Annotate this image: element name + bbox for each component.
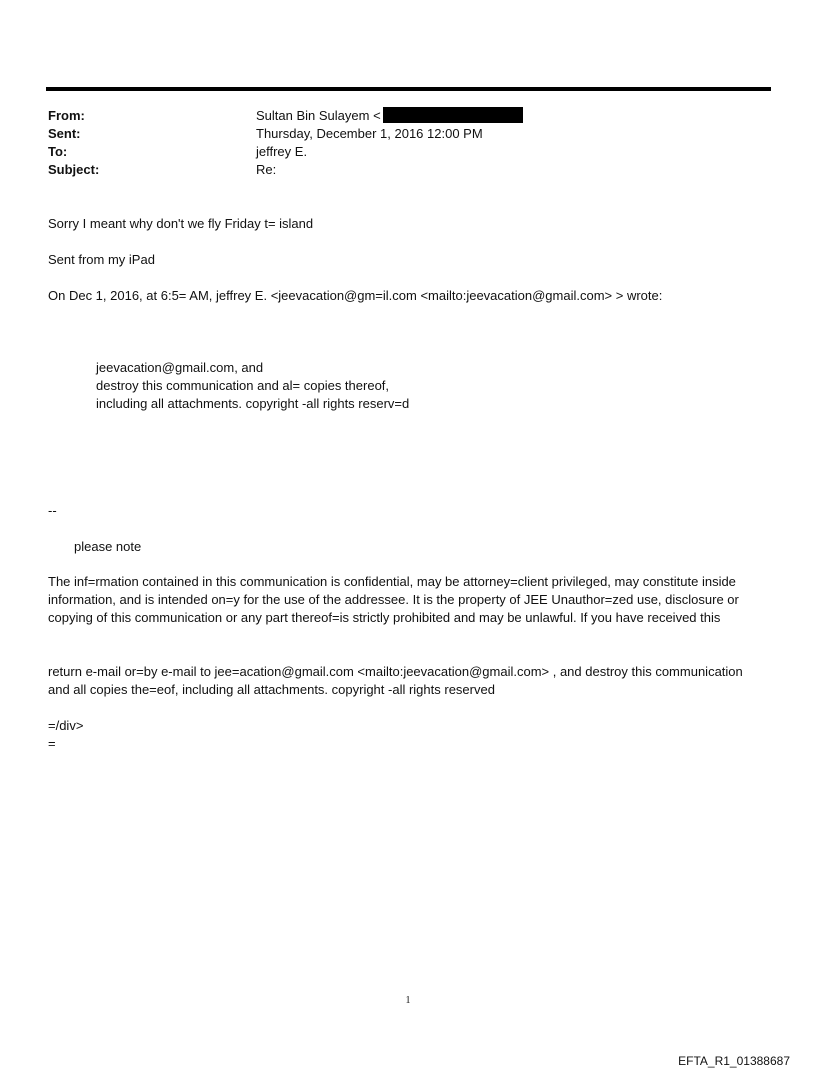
quoted-line-1: jeevacation@gmail.com, and (96, 360, 264, 375)
to-label: To: (48, 144, 68, 159)
to-value: jeffrey E. (256, 144, 308, 159)
bates-number: EFTA_R1_01388687 (678, 1054, 790, 1068)
quoted-line-2: destroy this communication and al= copies thereof, (96, 378, 390, 393)
header-rule (46, 87, 771, 91)
body-line-2: Sent from my iPad (48, 252, 155, 267)
subject-label: Subject: (48, 162, 100, 177)
from-name: Sultan Bin Sulayem < (256, 108, 381, 123)
return-paragraph: return e-mail or=by e-mail to jee=acation@gmail.com <mailto:jeevacation@gmail.com> , and destroy this communication and all copies the=eof, including all attachments. copyright -all rights reserved (48, 664, 743, 697)
please-note: please note (74, 539, 142, 554)
body-line-3: On Dec 1, 2016, at 6:5= AM, jeffrey E. <jeevacation@gm=il.com <mailto:jeevacation@gmail.com> > wrote: (48, 288, 663, 303)
subject-value: Re: (256, 162, 277, 177)
from-label: From: (48, 108, 85, 123)
disclaimer-paragraph: The inf=rmation contained in this communication is confidential, may be attorney=client privileged, may constitute inside information, and is intended on=y for the use of the addressee. It is the property of JEE Unauthor=zed use, disclosure or copying of this communication or any part thereof=is strictly prohibited and may be unlawful. If you have received this (48, 574, 739, 625)
div-close-text: =/div> (48, 718, 84, 733)
redaction-box (383, 107, 523, 123)
separator: -- (48, 503, 57, 518)
quoted-line-3: including all attachments. copyright -all rights reserv=d (96, 396, 410, 411)
page-number: 1 (405, 995, 411, 1006)
from-value (256, 107, 523, 125)
equals-text: = (48, 736, 56, 751)
body-line-1: Sorry I meant why don't we fly Friday t= island (48, 216, 314, 231)
sent-value: Thursday, December 1, 2016 12:00 PM (256, 126, 483, 141)
sent-label: Sent: (48, 126, 81, 141)
